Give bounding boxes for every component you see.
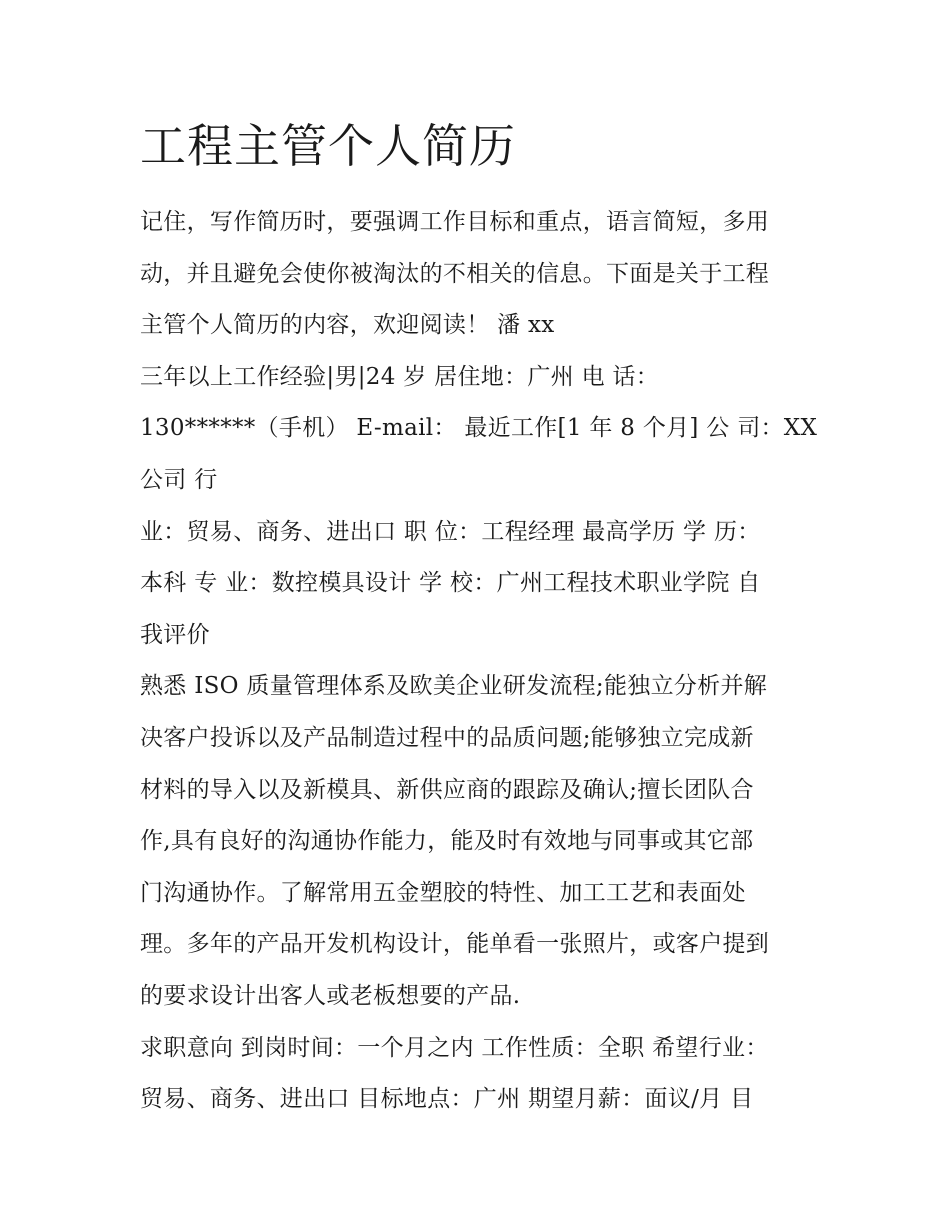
body-line: 材料的导入以及新模具、新供应商的跟踪及确认;擅长团队合 [140, 776, 754, 803]
body-line: 记住，写作简历时，要强调工作目标和重点，语言简短，多用 [140, 209, 770, 235]
body-line: 动，并且避免会使你被淘汰的不相关的信息。下面是关于工程 [140, 260, 770, 287]
body-line: 门沟通协作。了解常用五金塑胶的特性、加工工艺和表面处 [140, 879, 746, 906]
body-line: 决客户投诉以及产品制造过程中的品质问题;能够独立完成新 [140, 724, 754, 751]
body-line: 理。多年的产品开发机构设计，能单看一张照片，或客户提到 [140, 931, 770, 958]
body-line: 我评价 [140, 621, 210, 648]
body-line: 三年以上工作经验|男|24 岁 居住地：广州 电 话： [140, 363, 660, 390]
body-line: 作,具有良好的沟通协作能力，能及时有效地与同事或其它部 [140, 828, 754, 855]
document-body [140, 197, 840, 1126]
body-line: 贸易、商务、进出口 目标地点：广州 期望月薪：面议/月 目 [140, 1086, 754, 1113]
body-line: 熟悉 ISO 质量管理体系及欧美企业研发流程;能独立分析并解 [140, 673, 768, 700]
body-line: 的要求设计出客人或老板想要的产品. [140, 982, 521, 1009]
body-line: 130******（手机） E-mail： 最近工作[1 年 8 个月] 公 司：XX [140, 415, 818, 442]
document-title: 工程主管个人简历 [140, 119, 516, 173]
body-line: 主管个人简历的内容，欢迎阅读！ 潘 xx [140, 312, 555, 339]
body-line: 本科 专 业：数控模具设计 学 校：广州工程技术职业学院 自 [140, 570, 761, 597]
body-line: 公司 行 [140, 466, 218, 493]
body-line: 业：贸易、商务、进出口 职 位：工程经理 最高学历 学 历： [140, 518, 761, 545]
body-line: 求职意向 到岗时间：一个月之内 工作性质：全职 希望行业： [140, 1034, 769, 1061]
